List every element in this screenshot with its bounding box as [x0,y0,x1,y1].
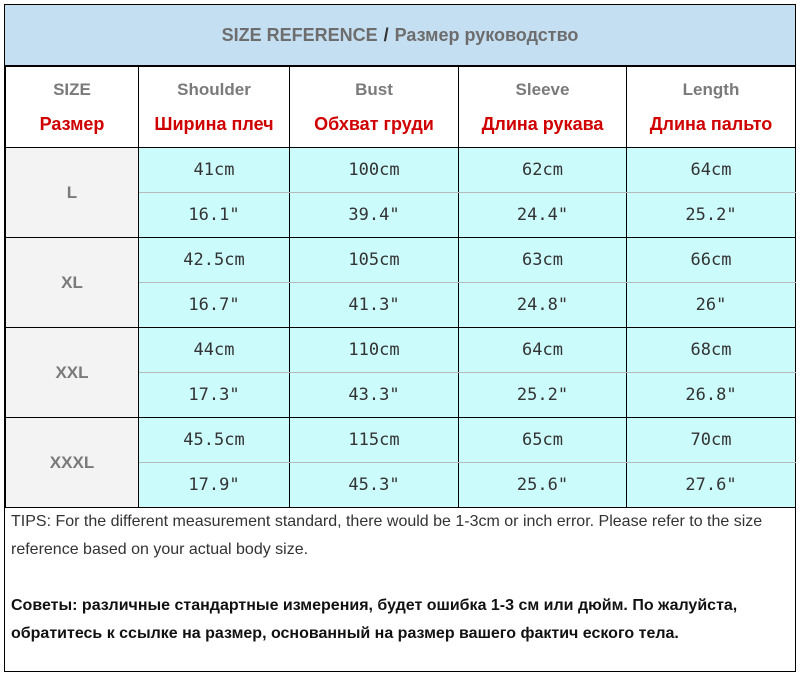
header-shoulder: Shoulder Ширина плеч [139,67,290,148]
length-cm: 70cm [627,418,796,463]
length-inch: 26.8" [627,373,796,418]
title-separator: / [383,24,389,45]
sleeve-cm: 65cm [459,418,627,463]
sleeve-inch: 24.4" [459,193,627,238]
sleeve-inch: 25.6" [459,463,627,508]
bust-cm: 105cm [290,238,459,283]
tips-russian: Советы: различные стандартные измерения, будет ошибка 1-3 см или дюйм. По жалуйста, обратитесь к ссылке на размер, основанный на размер вашего фактич еского тела. [11,597,738,642]
sleeve-cm: 64cm [459,328,627,373]
bust-inch: 43.3" [290,373,459,418]
sleeve-cm: 63cm [459,238,627,283]
shoulder-cm: 42.5cm [139,238,290,283]
sleeve-inch: 25.2" [459,373,627,418]
length-inch: 26" [627,283,796,328]
bust-cm: 100cm [290,148,459,193]
length-cm: 64cm [627,148,796,193]
bust-cm: 115cm [290,418,459,463]
length-inch: 27.6" [627,463,796,508]
table-row [6,328,796,373]
tips-english: TIPS: For the different measurement standard, there would be 1-3cm or inch error. Please refer to the size reference based on your actual body size. [11,513,763,558]
size-label: XXL [6,328,139,418]
shoulder-cm: 41cm [139,148,290,193]
shoulder-cm: 44cm [139,328,290,373]
shoulder-inch: 17.9" [139,463,290,508]
size-chart [4,4,796,672]
bust-cm: 110cm [290,328,459,373]
shoulder-inch: 16.7" [139,283,290,328]
chart-title [5,5,795,66]
header-row [6,67,796,148]
length-cm: 68cm [627,328,796,373]
length-cm: 66cm [627,238,796,283]
header-bust: Bust Обхват груди [290,67,459,148]
header-size: SIZE Размер [6,67,139,148]
table-row [6,238,796,283]
shoulder-cm: 45.5cm [139,418,290,463]
shoulder-inch: 17.3" [139,373,290,418]
size-label: L [6,148,139,238]
shoulder-inch: 16.1" [139,193,290,238]
size-label: XXXL [6,418,139,508]
tips-section [5,508,795,648]
table-row [6,148,796,193]
sleeve-inch: 24.8" [459,283,627,328]
size-label: XL [6,238,139,328]
bust-inch: 39.4" [290,193,459,238]
size-table [5,66,796,508]
header-sleeve: Sleeve Длина рукава [459,67,627,148]
sleeve-cm: 62cm [459,148,627,193]
table-row [6,418,796,463]
length-inch: 25.2" [627,193,796,238]
title-english: SIZE REFERENCE [221,24,378,45]
header-length: Length Длина пальто [627,67,796,148]
title-russian: Размер руководство [394,24,579,45]
bust-inch: 41.3" [290,283,459,328]
bust-inch: 45.3" [290,463,459,508]
